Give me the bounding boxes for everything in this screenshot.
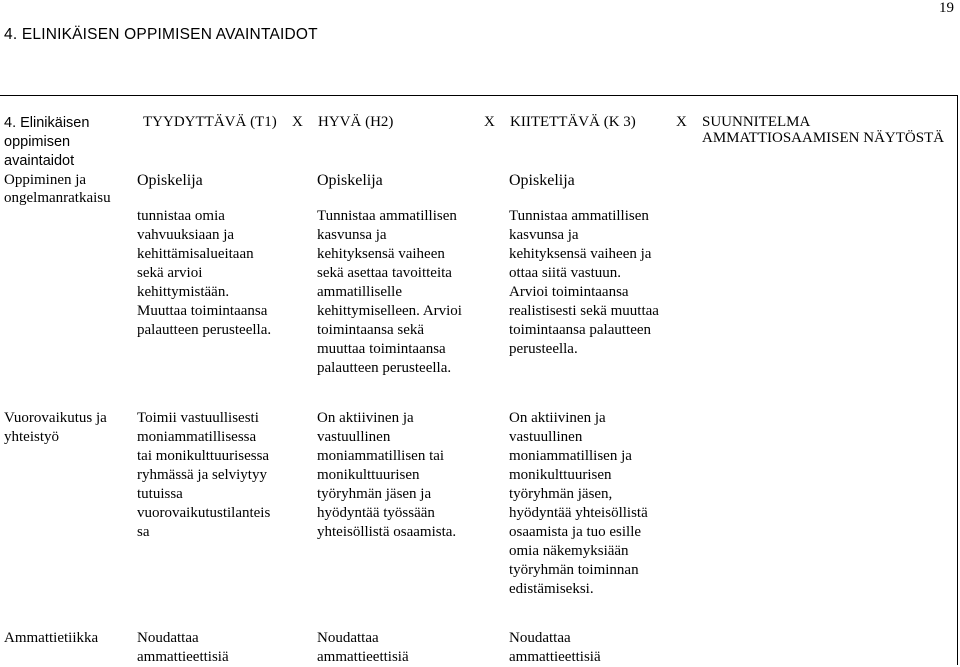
- text-line: vahvuuksiaan ja: [137, 227, 235, 243]
- header-competence-line1: 4. Elinikäisen: [4, 115, 90, 131]
- text-line: vuorovaikutustilanteis: [137, 505, 271, 521]
- text-line: moniammatillisen tai: [317, 448, 445, 464]
- text-line: sa: [137, 524, 150, 540]
- text-line: kasvunsa ja: [509, 227, 579, 243]
- text-line: edistämiseksi.: [509, 581, 594, 597]
- text-line: perusteella.: [509, 341, 578, 357]
- text-line: hyödyntää yhteisöllistä: [509, 505, 648, 521]
- text-line: omia näkemyksiään: [509, 543, 629, 559]
- text-line: Noudattaa: [317, 630, 379, 646]
- text-line: ryhmässä ja selviytyy: [137, 467, 267, 483]
- text-line: kehityksensä vaiheen ja: [509, 246, 652, 262]
- row3-label: Ammattietiikka: [4, 630, 99, 646]
- row1-t1-heading: Opiskelija: [137, 172, 203, 189]
- text-line: ammattieettisiä: [509, 649, 601, 665]
- section-title: 4. ELINIKÄISEN OPPIMISEN AVAINTAIDOT: [4, 26, 318, 43]
- header-excellent: KIITETTÄVÄ (K 3): [510, 114, 636, 130]
- header-x-mark-1: X: [292, 114, 303, 130]
- header-satisfactory: TYYDYTTÄVÄ (T1): [143, 114, 277, 130]
- header-competence-line2: oppimisen: [4, 134, 71, 150]
- page-number: 19: [939, 0, 954, 16]
- text-line: monikulttuurisen: [317, 467, 420, 483]
- row2-label-line1: Vuorovaikutus ja: [4, 410, 107, 426]
- text-line: vastuullinen: [509, 429, 583, 445]
- row1-h2-heading: Opiskelija: [317, 172, 383, 189]
- text-line: tai monikulttuurisessa: [137, 448, 270, 464]
- text-line: palautteen perusteella.: [137, 322, 272, 338]
- text-line: kehittymistään.: [137, 284, 230, 300]
- text-line: moniammatillisen ja: [509, 448, 632, 464]
- text-line: realistisesti sekä muuttaa: [509, 303, 659, 319]
- text-line: muuttaa toimintaansa: [317, 341, 446, 357]
- header-x-mark-3: X: [676, 114, 687, 130]
- text-line: kehittämisalueitaan: [137, 246, 254, 262]
- header-good: HYVÄ (H2): [318, 114, 394, 130]
- text-line: ammatilliselle: [317, 284, 402, 300]
- text-line: osaamista ja tuo esille: [509, 524, 642, 540]
- text-line: sekä arvioi: [137, 265, 203, 281]
- text-line: Tunnistaa ammatillisen: [317, 208, 457, 224]
- text-line: kehittymiselleen. Arvioi: [317, 303, 462, 319]
- text-line: tunnistaa omia: [137, 208, 225, 224]
- text-line: toimintaansa sekä: [317, 322, 425, 338]
- table-right-border: [957, 95, 958, 665]
- text-line: ottaa siitä vastuun.: [509, 265, 622, 281]
- text-line: hyödyntää työssään: [317, 505, 435, 521]
- text-line: Tunnistaa ammatillisen: [509, 208, 649, 224]
- text-line: monikulttuurisen: [509, 467, 612, 483]
- text-line: työryhmän toiminnan: [509, 562, 639, 578]
- header-competence-line3: avaintaidot: [4, 153, 75, 169]
- text-line: yhteisöllistä osaamista.: [317, 524, 457, 540]
- text-line: toimintaansa palautteen: [509, 322, 652, 338]
- row1-k3-heading: Opiskelija: [509, 172, 575, 189]
- text-line: On aktiivinen ja: [317, 410, 414, 426]
- text-line: vastuullinen: [317, 429, 391, 445]
- text-line: sekä asettaa tavoitteita: [317, 265, 452, 281]
- header-plan-line2: AMMATTIOSAAMISEN NÄYTÖSTÄ: [702, 130, 945, 146]
- text-line: On aktiivinen ja: [509, 410, 606, 426]
- text-line: Noudattaa: [509, 630, 571, 646]
- text-line: tutuissa: [137, 486, 183, 502]
- text-line: ammattieettisiä: [137, 649, 229, 665]
- text-line: Arvioi toimintaansa: [509, 284, 629, 300]
- text-line: Noudattaa: [137, 630, 199, 646]
- row2-label-line2: yhteistyö: [4, 429, 59, 445]
- text-line: työryhmän jäsen,: [509, 486, 613, 502]
- text-line: moniammatillisessa: [137, 429, 257, 445]
- text-line: Toimii vastuullisesti: [137, 410, 259, 426]
- header-plan-line1: SUUNNITELMA: [702, 114, 811, 130]
- text-line: palautteen perusteella.: [317, 360, 452, 376]
- text-line: työryhmän jäsen ja: [317, 486, 432, 502]
- row1-label-line1: Oppiminen ja: [4, 172, 87, 188]
- text-line: kasvunsa ja: [317, 227, 387, 243]
- table-top-border: [0, 95, 958, 96]
- row1-label-line2: ongelmanratkaisu: [4, 190, 111, 206]
- text-line: Muuttaa toimintaansa: [137, 303, 268, 319]
- text-line: ammattieettisiä: [317, 649, 409, 665]
- text-line: kehityksensä vaiheen: [317, 246, 445, 262]
- header-x-mark-2: X: [484, 114, 495, 130]
